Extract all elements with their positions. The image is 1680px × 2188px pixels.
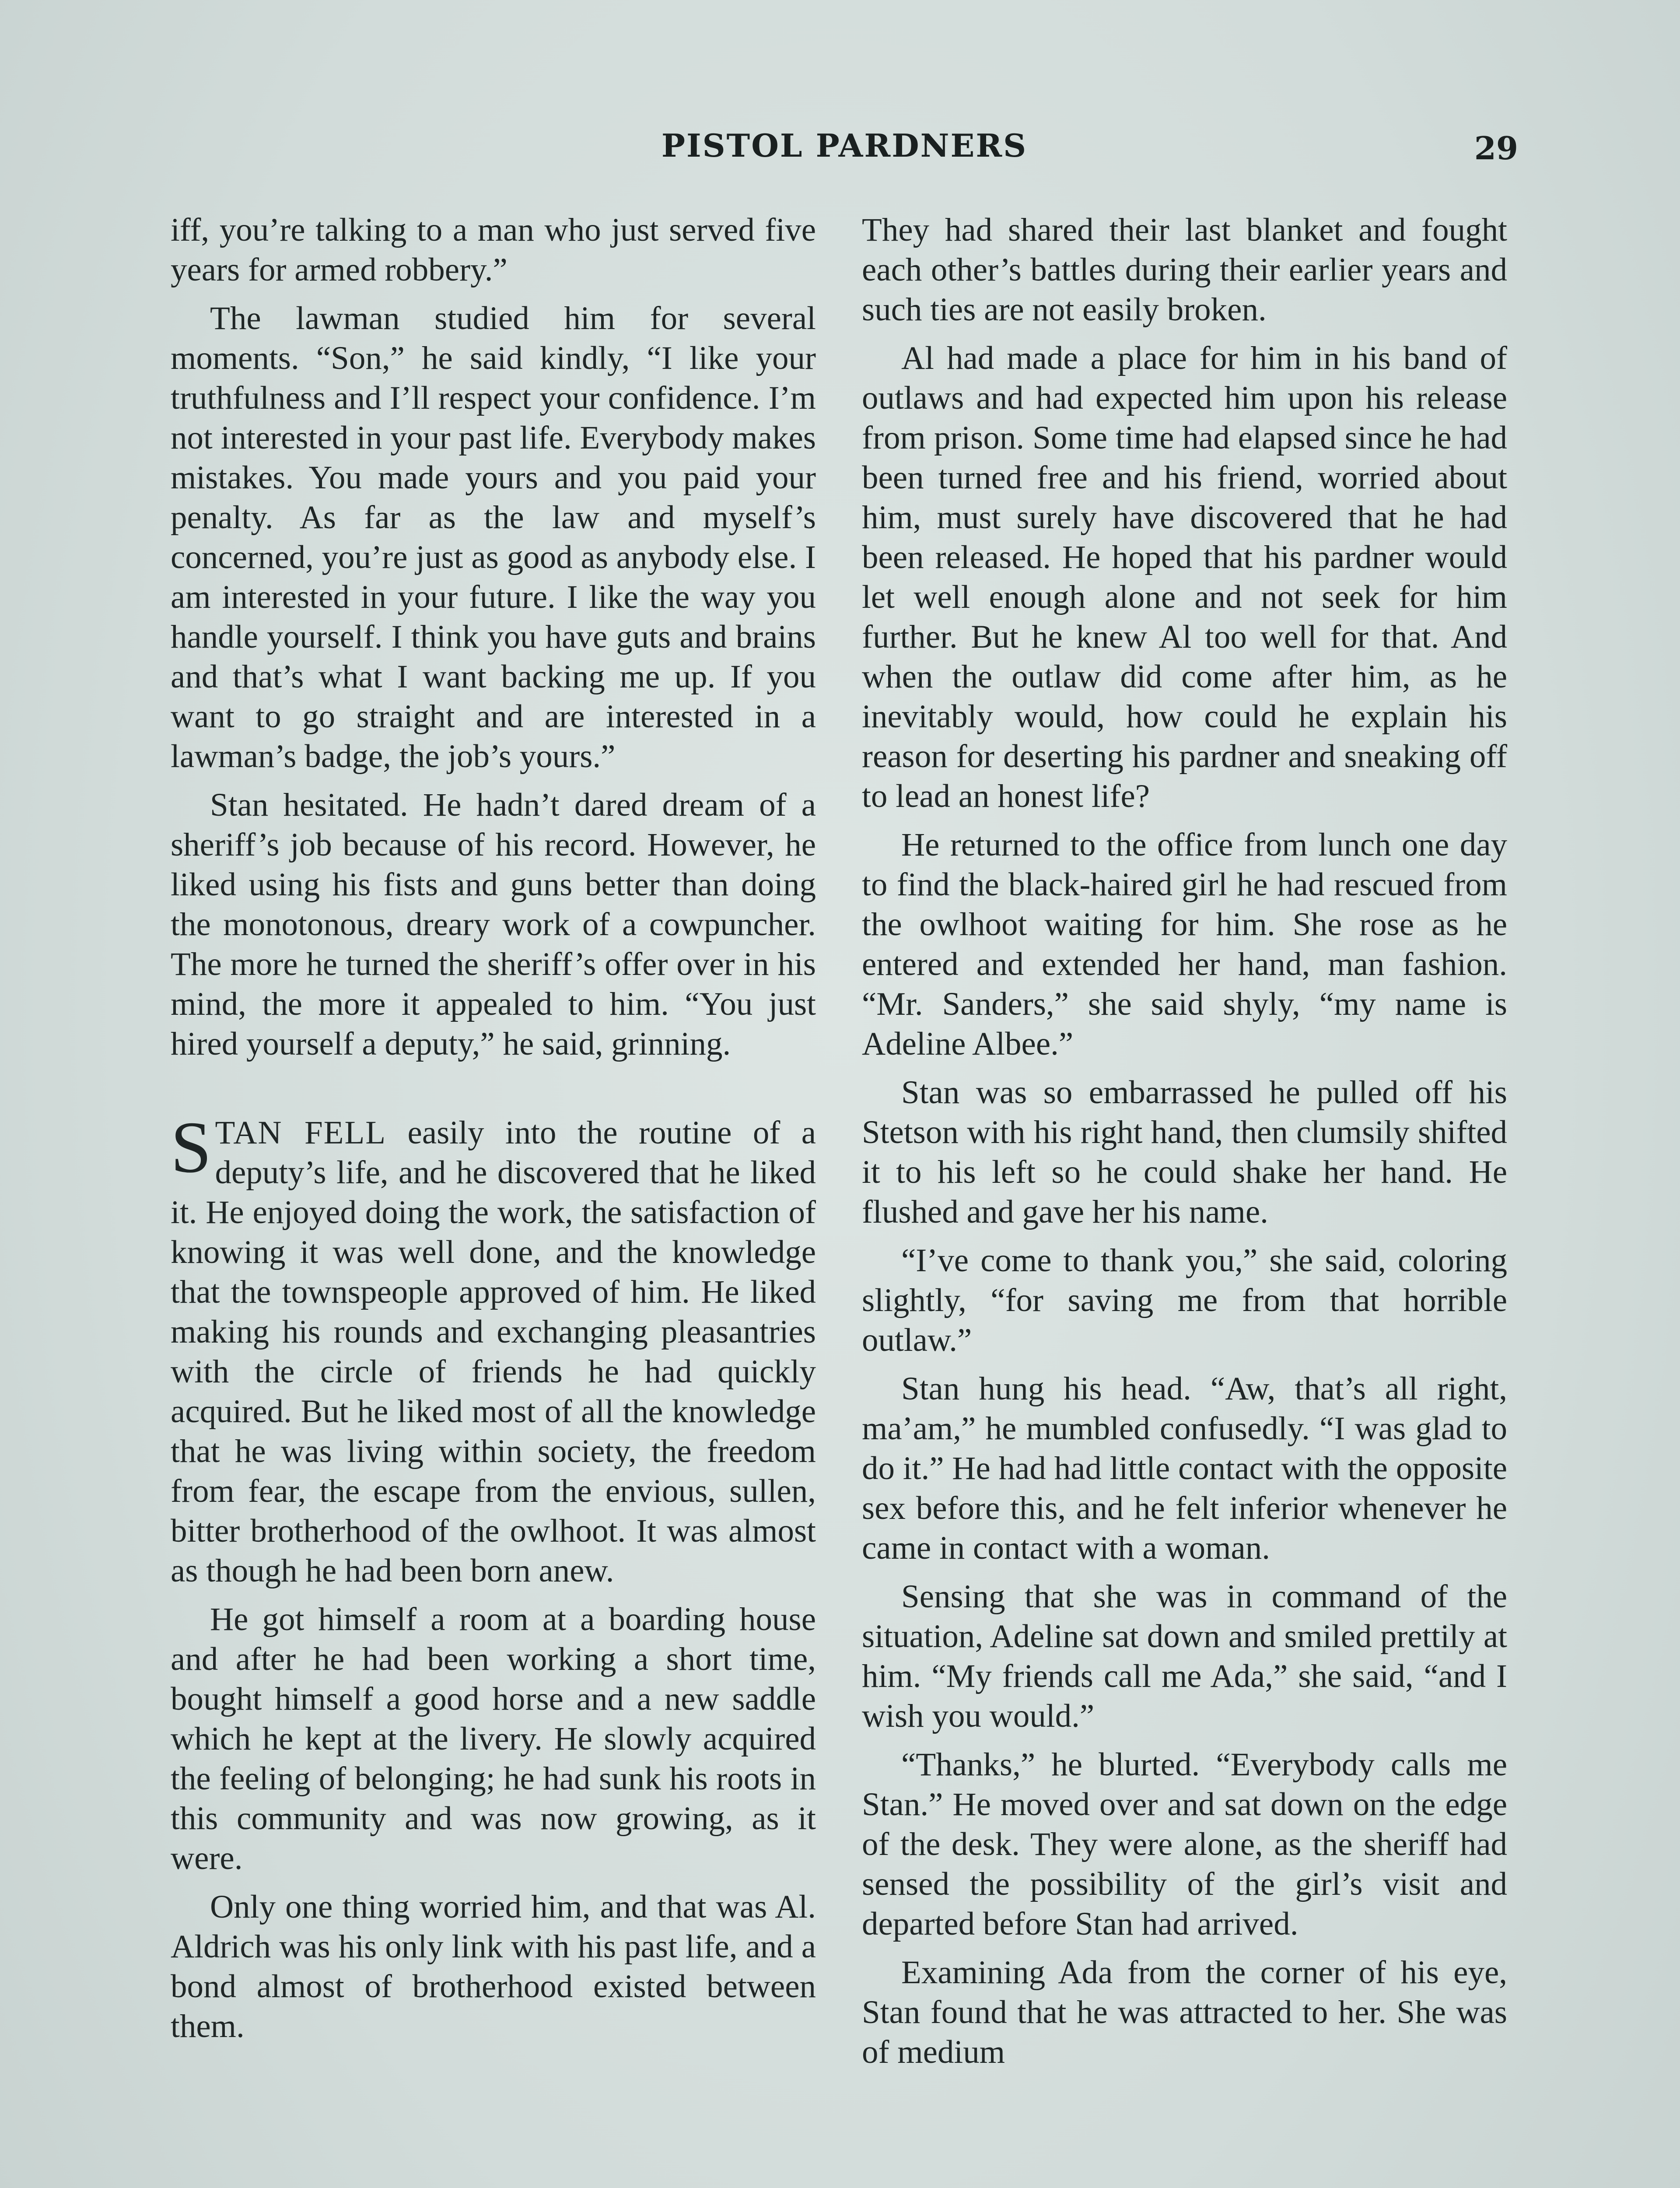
paragraph: He got himself a room at a boarding house and after he had been working a short time, bought himself a good horse and a new saddle which he kept at the livery. He slowly acquired the feeling of belonging; he had sunk his roots in this community and was now growing, as it were.: [171, 1601, 816, 1876]
paragraph: Stan was so embarrassed he pulled off his Stetson with his right hand, then clumsily shifted it to his left so he could shake her hand. He flushed and gave her his name.: [862, 1074, 1507, 1230]
section-opening-paragraph: [171, 1107, 816, 1591]
page-number: 29: [1474, 130, 1518, 167]
paragraph-text: easily into the routine of a deputy’s life, and he discovered that he liked it. He enjoyed doing the work, the satisfaction of knowing it was well done, and the knowledge that the townspeople approved of him. He liked making his rounds and exchanging pleasantries with the circle of friends he had quickly acquired. But he liked most of all the knowledge that he was living within society, the freedom from fear, the escape from the envious, sullen, bitter brotherhood of the owlhoot. It was almost as though he had been born anew.: [171, 1115, 816, 1589]
paragraph: The lawman studied him for several moments. “Son,” he said kindly, “I like your truthfulness and I’ll respect your confidence. I’m not interested in your past life. Everybody makes mistakes. You made yours and you paid your penalty. As far as the law and myself’s concerned, you’re just as good as anybody else. I am interested in your future. I like the way you handle yourself. I think you have guts and brains and that’s what I want backing me up. If you want to go straight and are interested in a lawman’s badge, the job’s yours.”: [171, 300, 816, 775]
paragraph: iff, you’re talking to a man who just served five years for armed robbery.”: [171, 212, 816, 288]
paragraph: They had shared their last blanket and fought each other’s battles during their earlier years and such ties are not easily broken.: [862, 212, 1507, 328]
left-column: [171, 210, 816, 2055]
paragraph: Stan hung his head. “Aw, that’s all right, ma’am,” he mumbled confusedly. “I was glad to do it.” He had had little contact with the opposite sex before this, and he felt inferior whenever he came in contact with a woman.: [862, 1371, 1507, 1566]
paragraph: Only one thing worried him, and that was Al. Aldrich was his only link with his past life, and a bond almost of brotherhood existed between them.: [171, 1889, 816, 2044]
page-header: [171, 127, 1518, 175]
paragraph: He returned to the office from lunch one day to find the black-haired girl he had rescued from the owlhoot waiting for him. She rose as he entered and extended her hand, man fashion. “Mr. Sanders,” she said shyly, “my name is Adeline Albee.”: [862, 827, 1507, 1062]
paragraph: Sensing that she was in command of the situation, Adeline sat down and smiled prettily at him. “My friends call me Ada,” she said, “and I wish you would.”: [862, 1578, 1507, 1734]
paragraph: Examining Ada from the corner of his eye, Stan found that he was attracted to her. She was of medium: [862, 1954, 1507, 2070]
paragraph: “I’ve come to thank you,” she said, coloring slightly, “for saving me from that horrible outlaw.”: [862, 1242, 1507, 1358]
paragraph: Al had made a place for him in his band of outlaws and had expected him upon his release from prison. Some time had elapsed since he had been turned free and his friend, worried about him, must surely have discovered that he had been released. He hoped that his pardner would let well enough alone and not seek for him further. But he knew Al too well for that. And when the outlaw did come after him, as he inevitably would, how could he explain his reason for deserting his pardner and sneaking off to lead an honest life?: [862, 340, 1507, 814]
lead-in: TAN FELL: [215, 1115, 387, 1151]
running-title: PISTOL PARDNERS: [661, 127, 1028, 164]
paragraph: Stan hesitated. He hadn’t dared dream of a sheriff’s job because of his record. However, he liked using his fists and guns better than doing the monotonous, dreary work of a cowpuncher. The more he turned the sheriff’s offer over in his mind, the more it appealed to him. “You just hired yourself a deputy,” he said, grinning.: [171, 787, 816, 1062]
right-column: [862, 210, 1507, 2081]
drop-cap: S: [171, 1107, 212, 1188]
paragraph: “Thanks,” he blurted. “Everybody calls me Stan.” He moved over and sat down on the edge of the desk. They were alone, as the sheriff had sensed the possibility of the girl’s visit and departed before Stan had arrived.: [862, 1746, 1507, 1942]
